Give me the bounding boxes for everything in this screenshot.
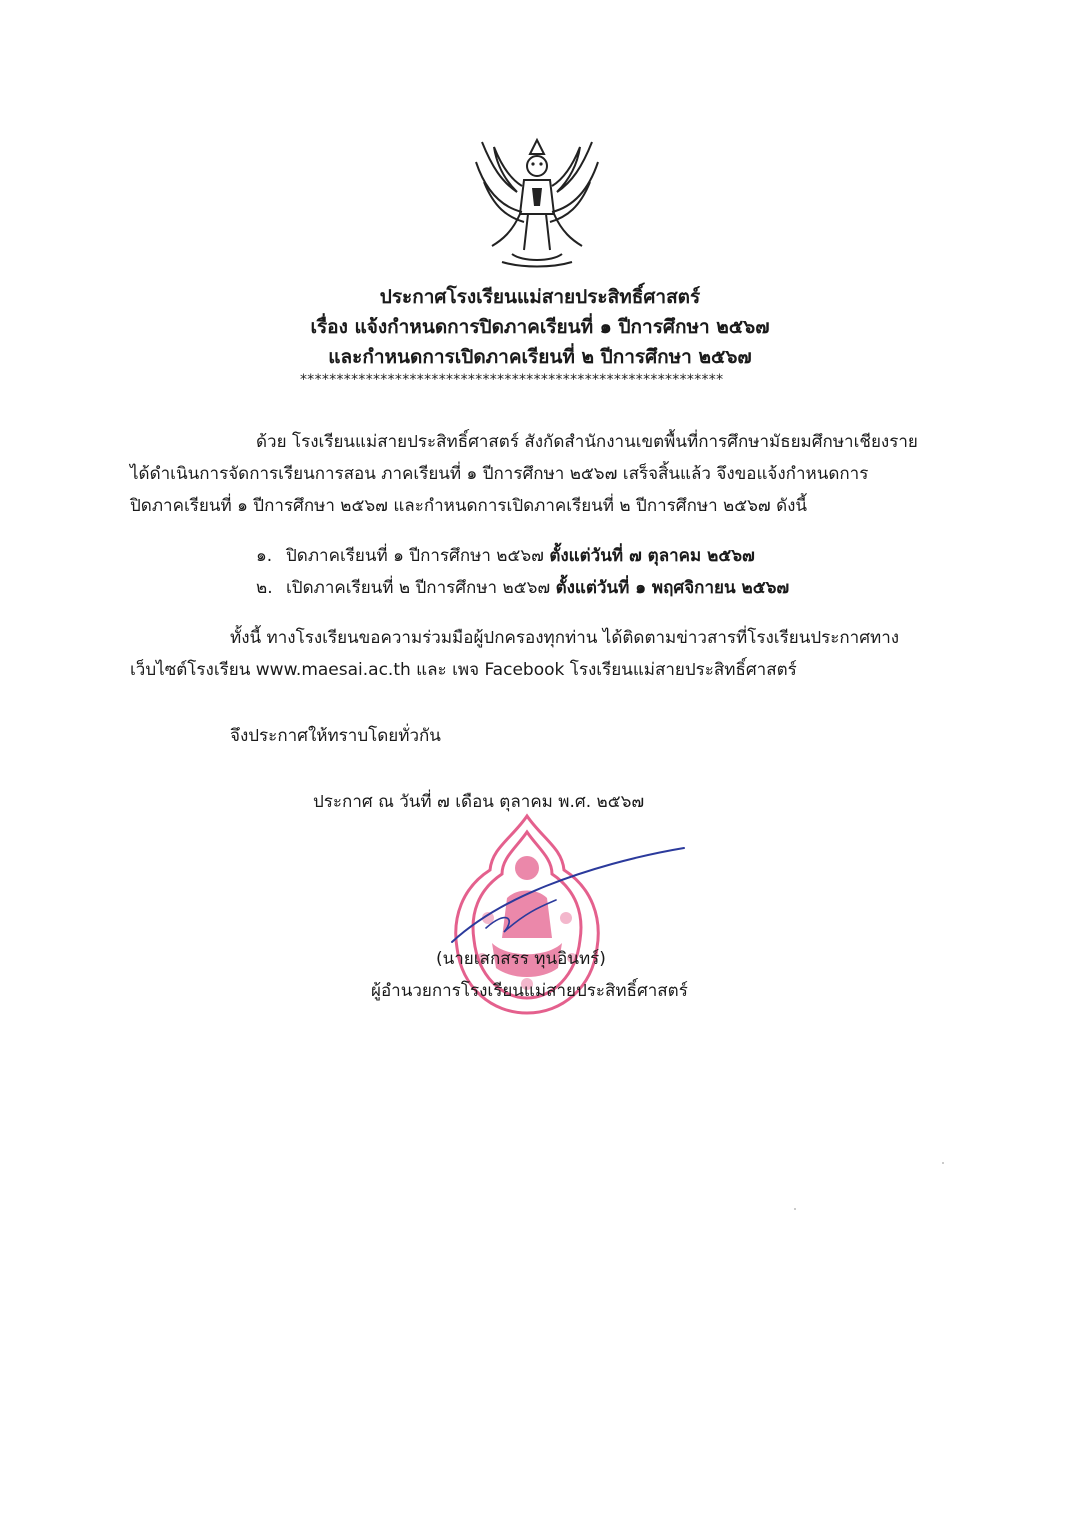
closing-statement: จึงประกาศให้ทราบโดยทั่วกัน xyxy=(230,726,441,746)
list-item-number: ๑. xyxy=(256,546,273,566)
paragraph-1-line-1: ด้วย โรงเรียนแม่สายประสิทธิ์ศาสตร์ สังกัดสำนักงานเขตพื้นที่การศึกษามัธยมศึกษาเชียงราย xyxy=(256,432,918,452)
paragraph-2-line-2: เว็บไซต์โรงเรียน www.maesai.ac.th และ เพจ Facebook โรงเรียนแม่สายประสิทธิ์ศาสตร์ xyxy=(130,660,797,680)
list-item xyxy=(256,575,789,601)
signer-title: ผู้อำนวยการโรงเรียนแม่สายประสิทธิ์ศาสตร์ xyxy=(371,981,688,1001)
scan-speck xyxy=(942,1162,944,1164)
paragraph-1-line-2: ได้ดำเนินการจัดการเรียนการสอน ภาคเรียนที่ ๑ ปีการศึกษา ๒๕๖๗ เสร็จสิ้นแล้ว จึงขอแจ้งกำหนดการ xyxy=(130,464,869,484)
list-item xyxy=(256,543,755,569)
list-item-text: เปิดภาคเรียนที่ ๒ ปีการศึกษา ๒๕๖๗ xyxy=(286,578,556,598)
list-item-date: ตั้งแต่วันที่ ๗ ตุลาคม ๒๕๖๗ xyxy=(549,546,755,566)
document-subject: เรื่อง แจ้งกำหนดการปิดภาคเรียนที่ ๑ ปีการศึกษา ๒๕๖๗ xyxy=(310,316,770,338)
paragraph-1-line-3: ปิดภาคเรียนที่ ๑ ปีการศึกษา ๒๕๖๗ และกำหนดการเปิดภาคเรียนที่ ๒ ปีการศึกษา ๒๕๖๗ ดังนี้ xyxy=(130,496,808,516)
announcement-date: ประกาศ ณ วันที่ ๗ เดือน ตุลาคม พ.ศ. ๒๕๖๗ xyxy=(313,792,645,812)
list-item-date: ตั้งแต่วันที่ ๑ พฤศจิกายน ๒๕๖๗ xyxy=(555,578,790,598)
signer-name: (นายเสกสรร ทุนอินทร์) xyxy=(436,949,606,969)
garuda-emblem-icon xyxy=(462,122,612,272)
document-subject-continued: และกำหนดการเปิดภาคเรียนที่ ๒ ปีการศึกษา ๒๕๖๗ xyxy=(328,346,752,368)
document-heading: ประกาศโรงเรียนแม่สายประสิทธิ์ศาสตร์ xyxy=(379,286,701,308)
list-item-text: ปิดภาคเรียนที่ ๑ ปีการศึกษา ๒๕๖๗ xyxy=(286,546,550,566)
list-item-number: ๒. xyxy=(256,578,273,598)
scan-speck xyxy=(794,1208,796,1210)
paragraph-2-line-1: ทั้งนี้ ทางโรงเรียนขอความร่วมมือผู้ปกครองทุกท่าน ได้ติดตามข่าวสารที่โรงเรียนประกาศทาง xyxy=(230,628,900,648)
separator-line: ********************************************************** xyxy=(300,372,724,388)
handwritten-signature xyxy=(446,840,696,950)
